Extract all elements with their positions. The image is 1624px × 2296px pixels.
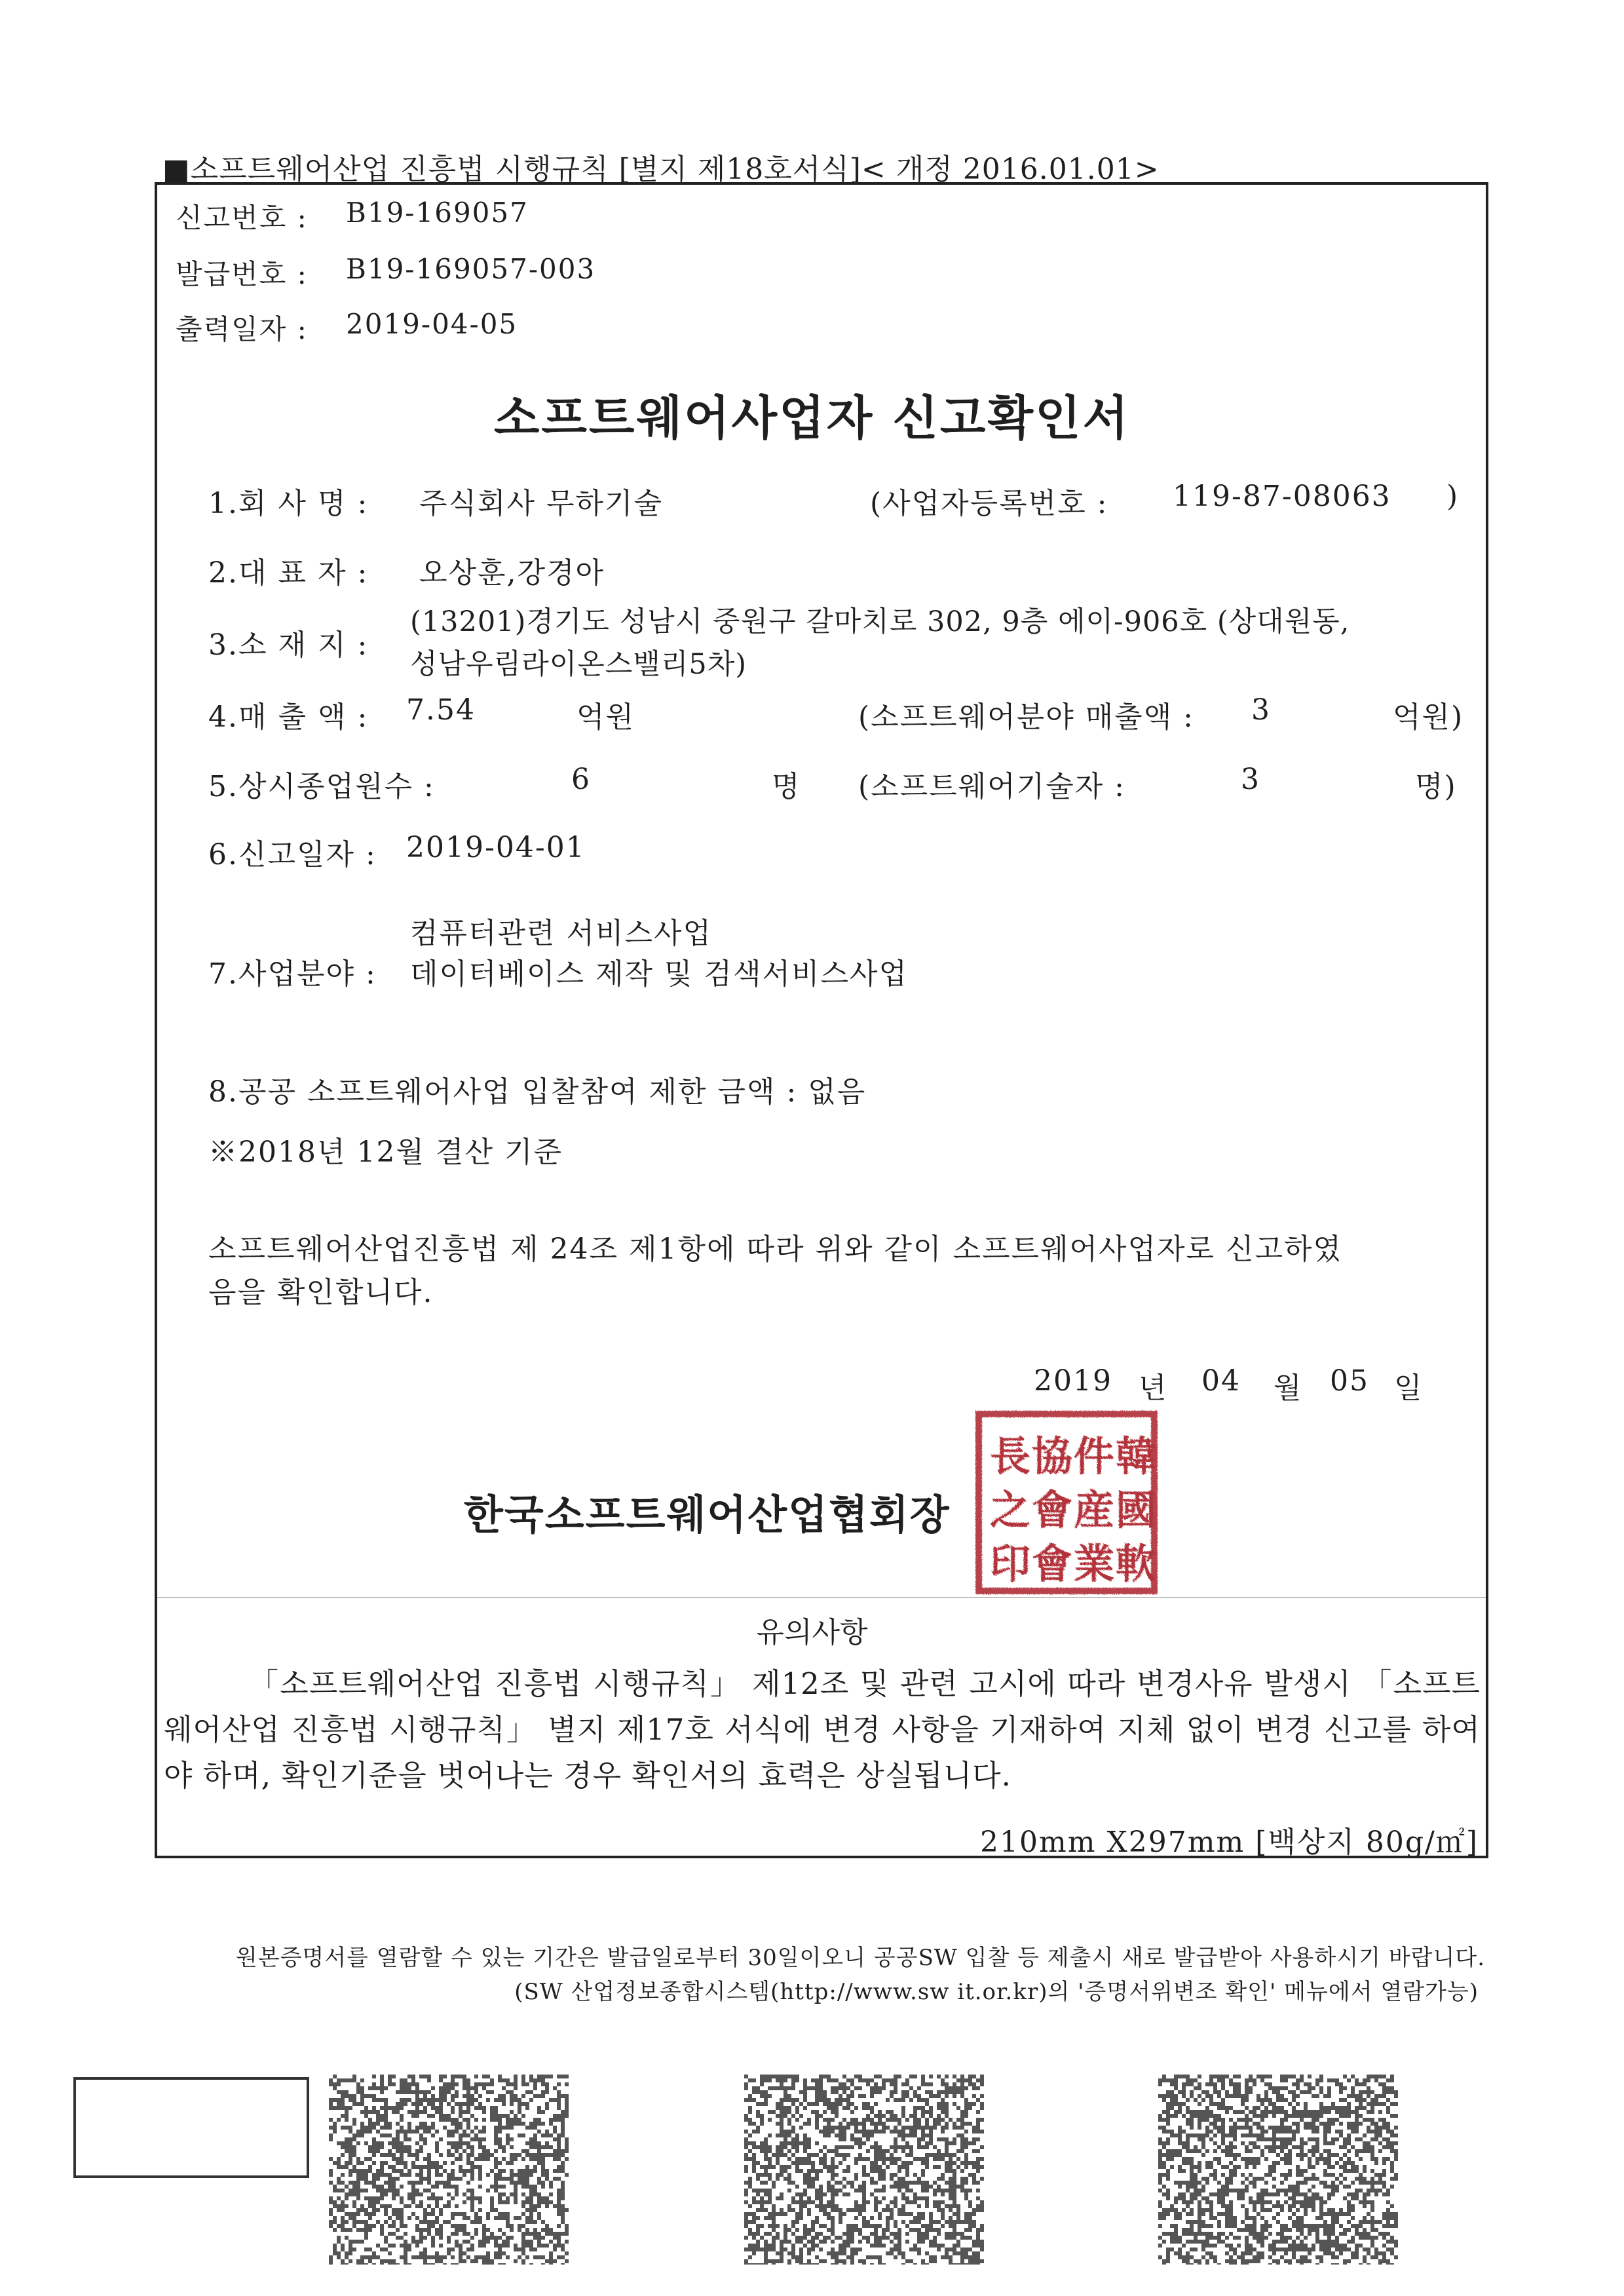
seal-glyph: 産 (1073, 1486, 1115, 1534)
date-year-unit: 년 (1139, 1371, 1168, 1405)
employees-unit: 명 (772, 770, 801, 803)
date-day: 05 (1330, 1364, 1369, 1398)
address-line-1: (13201)경기도 성남시 중원구 갈마치로 302, 9층 에이-906호 (상대원동, (410, 605, 1350, 638)
sw-engineers-value: 3 (1241, 763, 1260, 796)
company-label: 1.회 사 명 : (208, 487, 369, 520)
print-date-value: 2019-04-05 (346, 308, 518, 340)
sw-sales-label: (소프트웨어분야 매출액 : (858, 700, 1195, 734)
seal-glyph: 協 (1031, 1432, 1073, 1480)
date-year: 2019 (1034, 1364, 1112, 1398)
company-name: 주식회사 무하기술 (419, 487, 664, 520)
sw-engineers-unit: 명) (1415, 770, 1457, 803)
business-field-label: 7.사업분야 : (208, 957, 377, 991)
report-date-value: 2019-04-01 (406, 831, 586, 864)
signatory-name: 한국소프트웨어산업협회장 (464, 1491, 951, 1539)
date-month: 04 (1201, 1364, 1241, 1398)
ceo-name: 오상훈,강경아 (419, 556, 605, 590)
settlement-note: ※2018년 12월 결산 기준 (208, 1136, 563, 1169)
business-reg-number: 119-87-08063 (1173, 480, 1391, 513)
official-seal (975, 1410, 1158, 1595)
verification-code-2 (744, 2075, 984, 2265)
date-month-unit: 월 (1274, 1371, 1303, 1405)
seal-glyph: 韓 (1115, 1432, 1157, 1480)
sales-label: 4.매 출 액 : (208, 700, 369, 734)
business-reg-label: (사업자등록번호 : (870, 487, 1108, 520)
address-label: 3.소 재 지 : (208, 628, 369, 662)
sales-value: 7.54 (406, 693, 476, 727)
document-title: 소프트웨어사업자 신고확인서 (493, 390, 1131, 446)
notes-title: 유의사항 (756, 1616, 868, 1649)
issue-number-label: 발급번호 : (176, 258, 308, 290)
business-field-line-2: 데이터베이스 제작 및 검색서비스사업 (410, 957, 909, 991)
confirmation-line-2: 음을 확인합니다. (208, 1276, 434, 1309)
seal-glyph: 會 (1031, 1486, 1073, 1534)
issue-number-value: B19-169057-003 (346, 253, 596, 285)
seal-glyph: 長 (989, 1432, 1031, 1480)
employees-value: 6 (571, 763, 591, 796)
notes-body: 「소프트웨어산업 진흥법 시행규칙」 제12조 및 관련 고시에 따라 변경사유 발생시 「소프트웨어산업 진흥법 시행규칙」 별지 제17호 서식에 변경 사항을 기재하여 지체 없이 변경 신고를 하여야 하며, 확인기준을 벗어나는 경우 확인서의 효력은 상실됩니다. (164, 1666, 1481, 1793)
seal-glyph: 件 (1073, 1432, 1115, 1480)
footer-line-2: (SW 산업정보종합시스템(http://www.sw it.or.kr)의 '증명서위변조 확인' 메뉴에서 열람가능) (514, 1979, 1479, 2005)
notes-divider (157, 1597, 1486, 1598)
bid-limit: 8.공공 소프트웨어사업 입찰참여 제한 금액 : 없음 (208, 1075, 867, 1109)
confirmation-line-1: 소프트웨어산업진흥법 제 24조 제1항에 따라 위와 같이 소프트웨어사업자로 신고하였 (208, 1233, 1343, 1266)
sw-sales-unit: 억원) (1393, 700, 1464, 734)
seal-glyph: 會 (1031, 1540, 1073, 1588)
employees-label: 5.상시종업원수 : (208, 770, 435, 803)
seal-glyph: 印 (989, 1540, 1031, 1588)
date-day-unit: 일 (1394, 1371, 1424, 1405)
verification-code-1 (329, 2075, 569, 2265)
seal-glyph: 軟 (1115, 1540, 1157, 1588)
seal-glyph: 國 (1115, 1486, 1157, 1534)
blank-box (73, 2077, 309, 2178)
sw-engineers-label: (소프트웨어기술자 : (858, 770, 1126, 803)
paper-size: 210mm X297mm [백상지 80g/㎡] (980, 1826, 1479, 1859)
seal-glyph: 之 (989, 1486, 1031, 1534)
footer-line-1: 원본증명서를 열람할 수 있는 기간은 발급일로부터 30일이오니 공공SW 입찰 등 제출시 새로 발급받아 사용하시기 바랍니다. (235, 1945, 1485, 1971)
report-date-label: 6.신고일자 : (208, 838, 377, 871)
report-number-label: 신고번호 : (176, 202, 308, 234)
address-line-2: 성남우림라이온스밸리5차) (410, 648, 747, 681)
verification-code-3 (1158, 2075, 1398, 2265)
print-date-label: 출력일자 : (176, 313, 308, 345)
business-field-line-1: 컴퓨터관련 서비스사업 (410, 917, 713, 950)
sw-sales-value: 3 (1251, 693, 1271, 727)
sales-unit: 억원 (576, 700, 635, 734)
form-header-note: ■소프트웨어산업 진흥법 시행규칙 [별지 제18호서식]< 개정 2016.01.01> (162, 153, 1160, 186)
report-number-value: B19-169057 (346, 197, 529, 229)
ceo-label: 2.대 표 자 : (208, 556, 369, 590)
business-reg-close: ) (1446, 480, 1460, 513)
seal-glyph: 業 (1073, 1540, 1115, 1588)
